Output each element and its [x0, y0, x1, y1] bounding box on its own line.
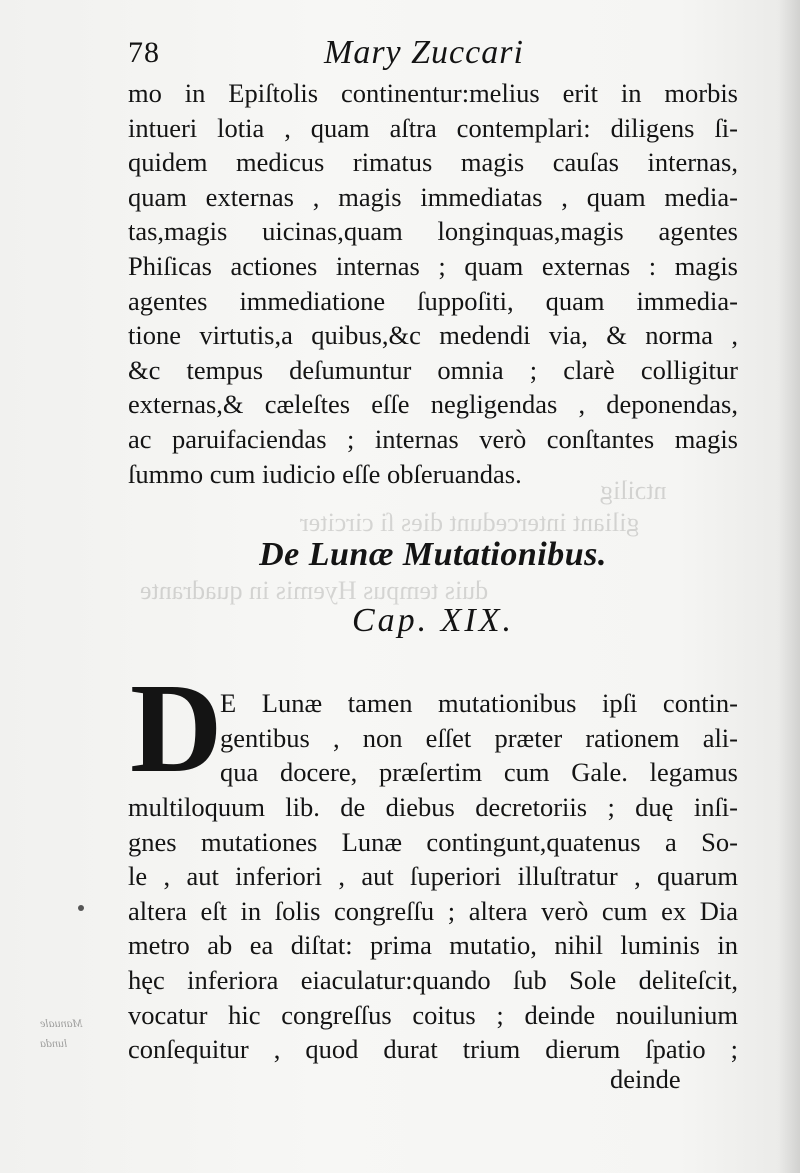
page-number: 78 [128, 36, 160, 69]
show-through: giliant intercedunt dies ſi circiter [300, 508, 640, 537]
text-line: mo in Epiſtolis continentur:melius erit in morbis [128, 78, 738, 108]
text-line: tas,magis uicinas,quam longinquas,magis agentes [128, 216, 738, 247]
text-line: altera eſt in ſolis congreſſu ; altera verò cum ex Dia [128, 895, 738, 926]
paragraph-2 [128, 790, 738, 1067]
text-line: externas,& cæleſtes eſſe negligendas , deponendas, [128, 389, 738, 420]
text-line: quidem medicus rimatus magis cauſas internas, [128, 147, 738, 178]
spine-shadow [778, 0, 800, 1173]
chapter-heading: Cap. XIX. [351, 602, 515, 639]
paragraph-2-opening [220, 686, 738, 790]
text-line: ſummo cum iudicio eſſe obſeruandas. [128, 458, 522, 489]
section-title: De Lunæ Mutationibus. [259, 536, 607, 573]
margin-note: Manuale [40, 1016, 83, 1030]
catchword: deinde [610, 1064, 681, 1094]
running-title: Mary Zuccari [324, 34, 524, 71]
show-through: duis tempus Hyemis in quadrante [140, 576, 489, 605]
text-line: le , aut inferiori , aut ſuperiori illuſtratur , quarum [128, 861, 738, 892]
text-line: agentes immediatione ſuppoſiti, quam immedia- [128, 285, 738, 316]
text-line: &c tempus deſumuntur omnia ; clarè colligitur [128, 354, 738, 385]
text-line: multiloquum lib. de diebus decretoriis ; duę inſi- [128, 792, 738, 822]
paragraph-1 [128, 76, 738, 491]
drop-capital: D [130, 657, 223, 799]
ink-fleck [78, 905, 84, 911]
margin-note: lunda [40, 1036, 68, 1050]
show-through: ntɔilig [600, 476, 667, 505]
text-line: metro ab ea diſtat: prima mutatio, nihil luminis in [128, 930, 738, 961]
text-line: gnes mutationes Lunæ contingunt,quatenus a So- [128, 826, 738, 857]
text-line: hęc inferiora eiaculatur:quando ſub Sole deliteſcit, [128, 964, 738, 995]
running-head [128, 32, 748, 78]
text-line: qua docere, præſertim cum Gale. legamus [220, 757, 738, 788]
text-line: tione virtutis,a quibus,&c medendi via, & norma , [128, 320, 738, 351]
text-line: ac paruifaciendas ; internas verò conſtantes magis [128, 423, 738, 454]
text-line: intueri lotia , quam aſtra contemplari: diligens ſi- [128, 112, 738, 143]
text-line: E Lunæ tamen mutationibus ipſi contin- [220, 688, 738, 718]
text-line: conſequitur , quod durat trium dierum ſpatio ; [128, 1034, 738, 1065]
text-line: Phiſicas actiones internas ; quam externas : magis [128, 250, 738, 281]
text-line: gentibus , non eſſet præter rationem ali- [220, 722, 738, 753]
text-line: vocatur hic congreſſus coitus ; deinde nouilunium [128, 999, 738, 1030]
text-line: quam externas , magis immediatas , quam media- [128, 181, 738, 212]
